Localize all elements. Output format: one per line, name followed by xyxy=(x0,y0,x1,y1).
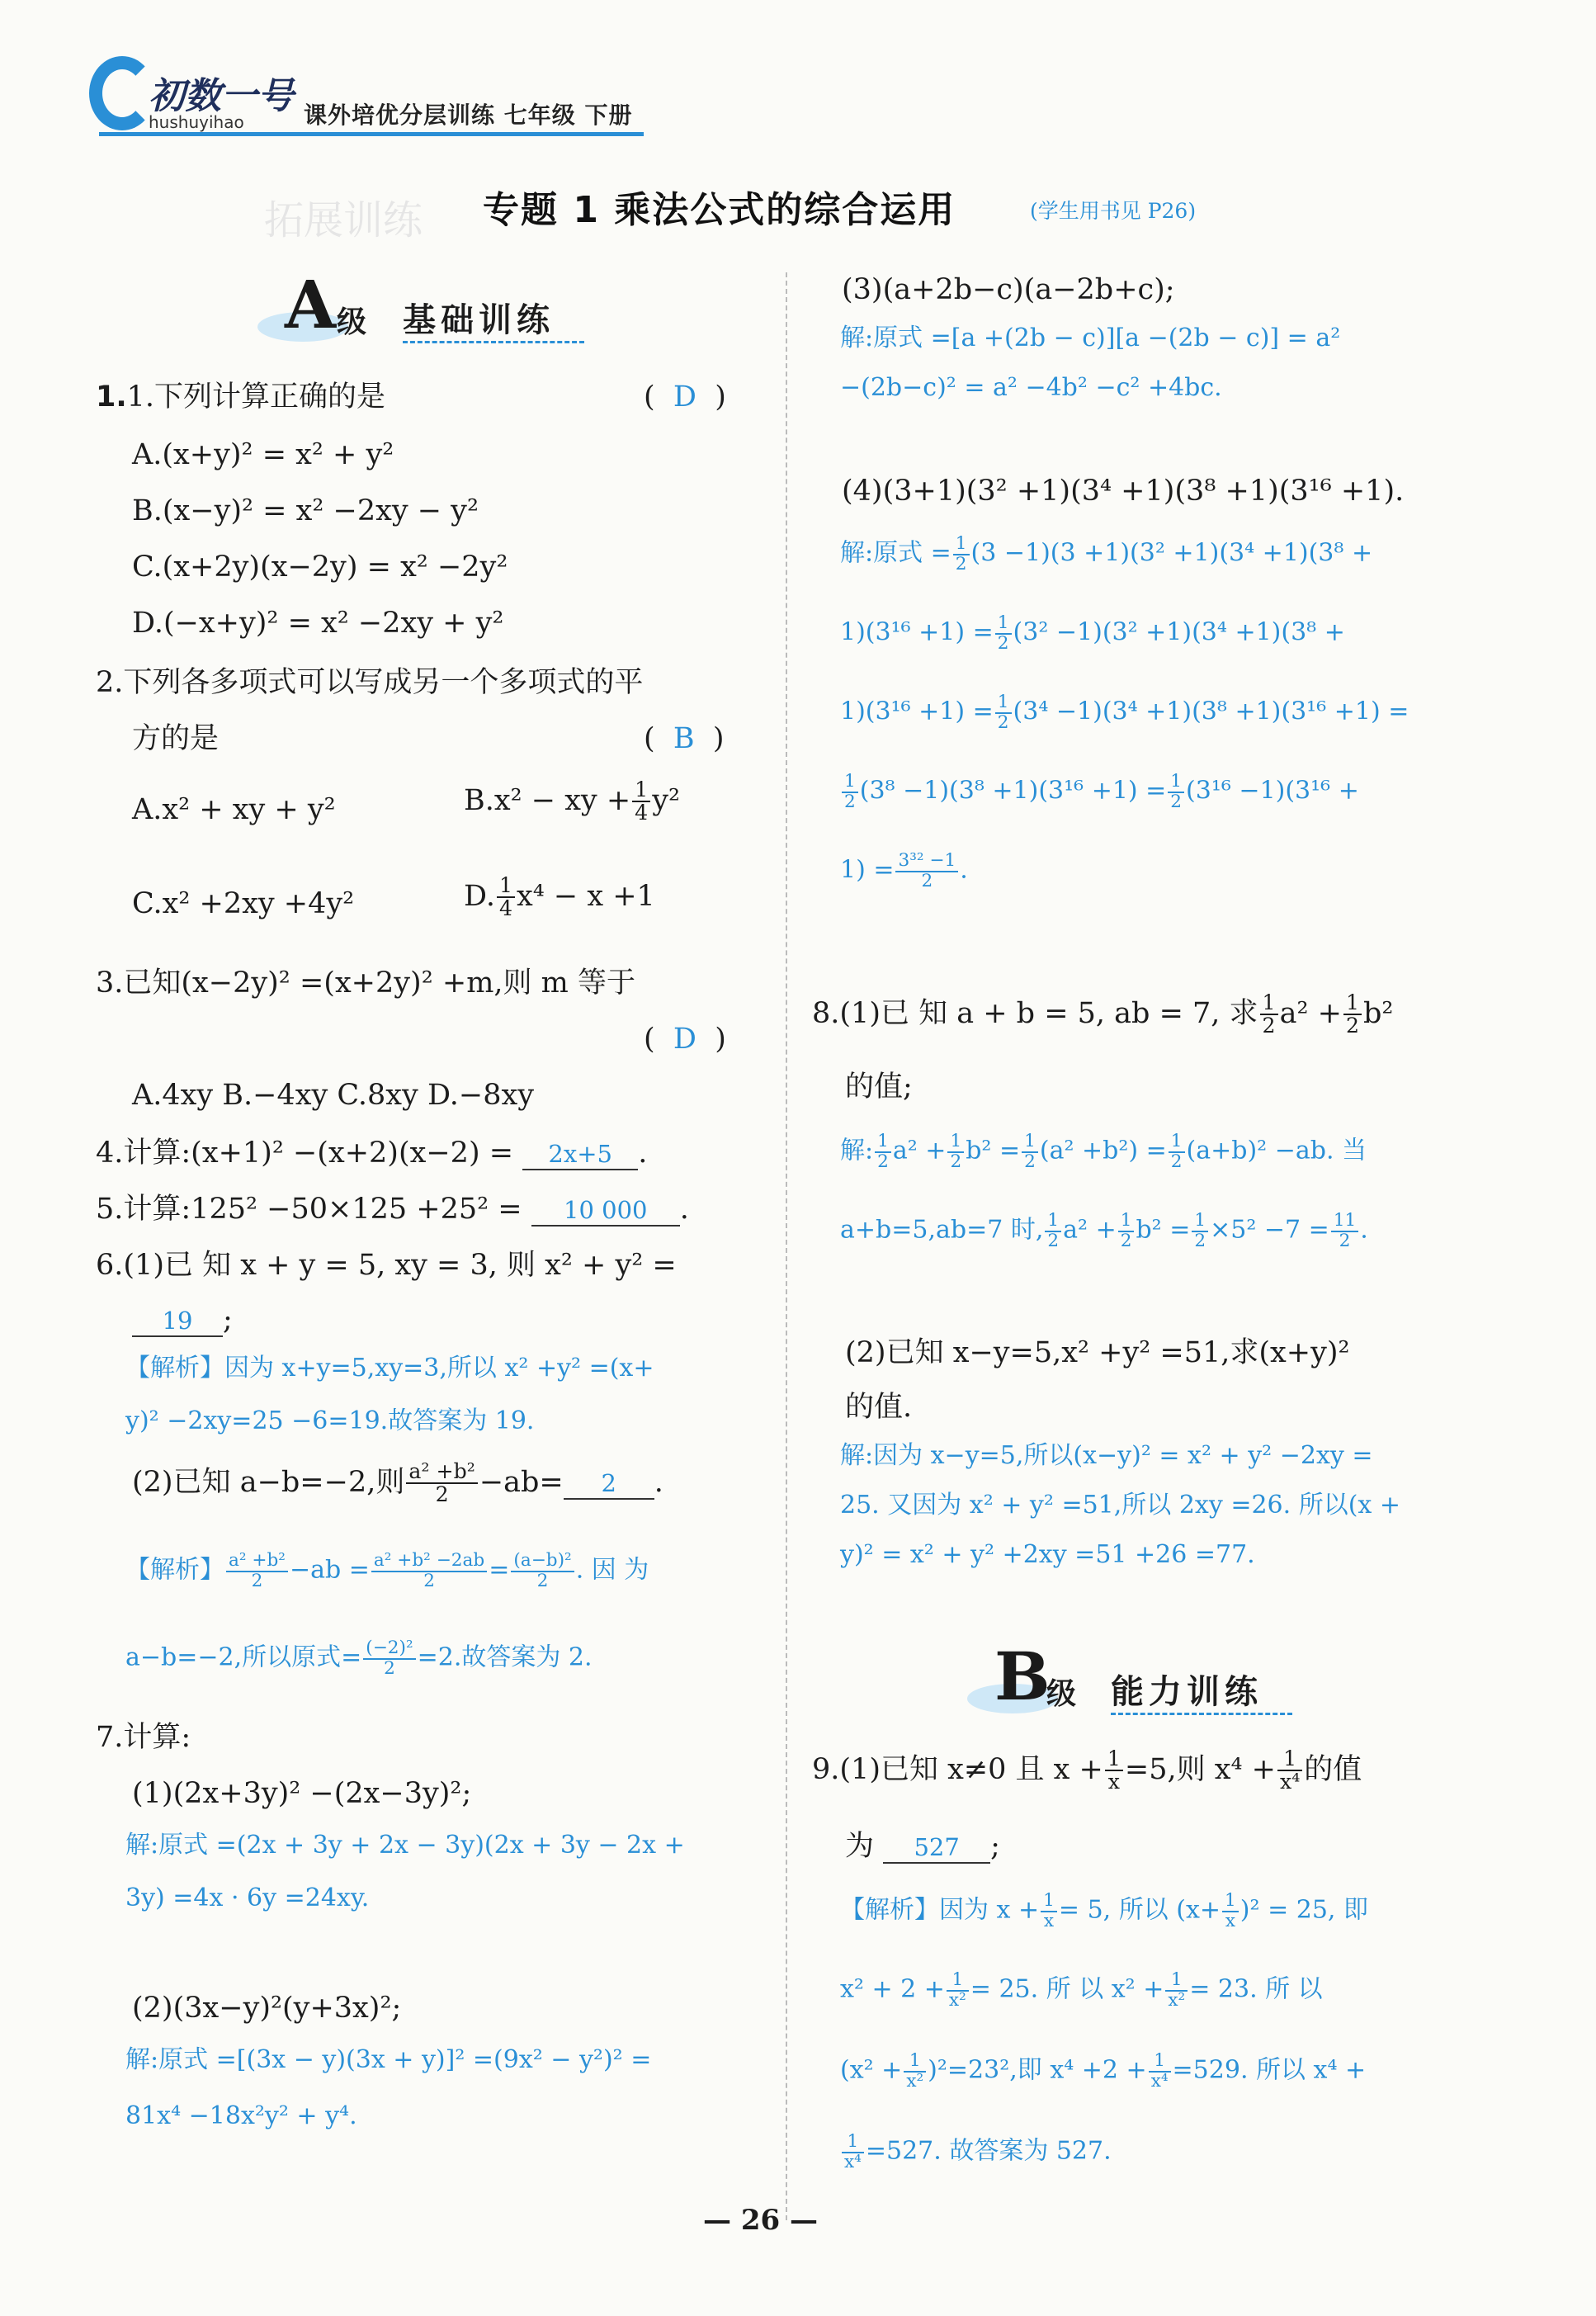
series-title: 课外培优分层训练 七年级 下册 xyxy=(304,102,633,129)
q5-answer: 10 000 xyxy=(531,1196,680,1227)
q6-part1-explanation-2: y)² −2xy=25 −6=19.故答案为 19. xyxy=(125,1406,535,1435)
q7-part3-solution-2: −(2b−c)² = a² −4b² −c² +4bc. xyxy=(840,373,1222,402)
q5-stem: 5.计算:125² −50×125 +25² = 10 000 . xyxy=(96,1193,689,1226)
q2-option-a: A.x² + xy + y² xyxy=(132,793,336,826)
q2-answer: B xyxy=(673,722,695,755)
q4-stem: 4.计算:(x+1)² −(x+2)(x−2) = 2x+5 . xyxy=(96,1137,648,1170)
q9-explanation-1: 【解析】因为 x + $\frac{1}{x}$ = 5, 所以 (x+ $\frac{1}{x}$ )² = 25, 即 xyxy=(840,1890,1368,1931)
q1-option-d: D.(−x+y)² = x² −2xy + y² xyxy=(132,607,504,640)
level-a-ji: 级 xyxy=(337,305,367,339)
q7-part3: (3)(a+2b−c)(a−2b+c); xyxy=(842,273,1175,306)
q6-part1-explanation-1: 【解析】因为 x+y=5,xy=3,所以 x² +y² =(x+ xyxy=(125,1354,654,1383)
q9-part1-answer: 527 xyxy=(883,1833,990,1864)
q7-part1-solution-2: 3y) =4x · 6y =24xy. xyxy=(125,1884,370,1912)
q7-stem: 7.计算: xyxy=(96,1721,191,1754)
page-number: — 26 — xyxy=(703,2204,818,2237)
q2-option-d: D. $\frac{1}{4}$ x⁴ − x +1 xyxy=(464,873,655,921)
q7-part2-solution-2: 81x⁴ −18x²y² + y⁴. xyxy=(125,2101,357,2130)
q1-option-c: C.(x+2y)(x−2y) = x² −2y² xyxy=(132,551,508,584)
q8-part2-solution-1: 解:因为 x−y=5,所以(x−y)² = x² + y² −2xy = xyxy=(840,1441,1373,1470)
q3-answer: D xyxy=(673,1023,696,1056)
q8-part1-solution-1: 解: $\frac{1}{2}$ a² + $\frac{1}{2}$ b² = $\frac{1}{2}$ (a² +b²) = $\frac{1}{2}$ (a+b)² −ab. 当 xyxy=(840,1131,1367,1172)
q7-part1: (1)(2x+3y)² −(2x−3y)²; xyxy=(132,1777,472,1810)
logo-c-icon xyxy=(89,56,155,130)
level-b-letter: B xyxy=(994,1638,1051,1715)
page-title: 专题 1 乘法公式的综合运用 xyxy=(483,189,956,231)
q6-part1-stem: 6.(1)已 知 x + y = 5, xy = 3, 则 x² + y² = xyxy=(96,1249,677,1282)
q9-explanation-2: x² + 2 + $\frac{1}{\text{x²}}$ = 25. 所 以 x² + $\frac{1}{\text{x²}}$ = 23. 所 以 xyxy=(840,1969,1323,2011)
q7-part4-solution-5: 1) = $\frac{\text{3³² −1}}{2}$ . xyxy=(840,850,968,891)
brand-pinyin: hushuyihao xyxy=(149,112,244,132)
q7-part4-solution-4: $\frac{1}{2}$ (3⁸ −1)(3⁸ +1)(3¹⁶ +1) = $\frac{1}{2}$ (3¹⁶ −1)(3¹⁶ + xyxy=(840,773,1359,811)
q9-part1-stem: 9.(1)已知 x≠0 且 x + $\frac{1}{x}$ =5,则 x⁴ + $\frac{1}{\text{x⁴}}$ 的值 xyxy=(812,1746,1362,1794)
q9-part1-stem-2: 为 527 ; xyxy=(845,1830,1000,1863)
q7-part2: (2)(3x−y)²(y+3x)²; xyxy=(132,1992,402,2025)
q1-option-b: B.(x−y)² = x² −2xy − y² xyxy=(132,494,479,527)
q1-answer-bracket: ( D ) xyxy=(644,380,726,414)
q7-part4-solution-3: 1)(3¹⁶ +1) = $\frac{1}{2}$ (3⁴ −1)(3⁴ +1)(3⁸ +1)(3¹⁶ +1) = xyxy=(840,692,1409,733)
level-a-title: 基础训练 xyxy=(403,294,584,343)
q9-explanation-4: $\frac{1}{\text{x⁴}}$ =527. 故答案为 527. xyxy=(840,2133,1112,2172)
q6-part2-explanation-1: 【解析】 $\frac{\text{a² +b²}}{2}$ −ab = $\frac{\text{a² +b² −2ab}}{2}$ = $\frac{\text{(a−b)²}}{2}$ . 因 为 xyxy=(125,1550,649,1591)
column-divider xyxy=(786,272,787,2220)
level-b-ji: 级 xyxy=(1046,1677,1077,1711)
q8-part1-stem-2: 的值; xyxy=(845,1071,913,1104)
header-rule xyxy=(99,132,644,136)
q2-option-c: C.x² +2xy +4y² xyxy=(132,887,355,920)
q8-part2-stem-2: 的值. xyxy=(845,1391,913,1424)
level-b-title: 能力训练 xyxy=(1111,1666,1292,1715)
q8-part2-stem: (2)已知 x−y=5,x² +y² =51,求(x+y)² xyxy=(845,1336,1350,1369)
q1-option-a: A.(x+y)² = x² + y² xyxy=(132,438,394,471)
brand-name: 初数一号 xyxy=(149,75,294,117)
q7-part1-solution-1: 解:原式 =(2x + 3y + 2x − 3y)(2x + 3y − 2x + xyxy=(125,1831,685,1860)
q7-part3-solution-1: 解:原式 =[a +(2b − c)][a −(2b − c)] = a² xyxy=(840,324,1341,352)
q7-part2-solution-1: 解:原式 =[(3x − y)(3x + y)]² =(9x² − y²)² = xyxy=(125,2045,652,2074)
q2-option-b: B.x² − xy + $\frac{1}{4}$ y² xyxy=(464,778,680,825)
q7-part4-solution-2: 1)(3¹⁶ +1) = $\frac{1}{2}$ (3² −1)(3² +1)(3⁴ +1)(3⁸ + xyxy=(840,612,1345,654)
q6-part1-answer: 19 xyxy=(132,1307,223,1337)
q6-part2-answer: 2 xyxy=(564,1469,654,1500)
bleed-through-text: 拓展训练 xyxy=(264,197,423,243)
q8-part2-solution-2: 25. 又因为 x² + y² =51,所以 2xy =26. 所以(x + xyxy=(840,1491,1400,1520)
q6-part2-stem: (2)已知 a−b=−2,则 $\frac{\text{a² +b²}}{2}$ −ab= 2 . xyxy=(132,1459,663,1507)
q2-answer-bracket: ( B ) xyxy=(644,722,725,755)
level-a-letter: A xyxy=(285,266,337,343)
q2-stem-1: 2.下列各多项式可以写成另一个多项式的平 xyxy=(96,666,644,699)
q8-part1-stem: 8.(1)已 知 a + b = 5, ab = 7, 求 $\frac{1}{2}$ a² + $\frac{1}{2}$ b² xyxy=(812,990,1394,1038)
q3-options: A.4xy B.−4xy C.8xy D.−8xy xyxy=(132,1079,534,1112)
q1-answer: D xyxy=(673,380,696,414)
q7-part4: (4)(3+1)(3² +1)(3⁴ +1)(3⁸ +1)(3¹⁶ +1). xyxy=(842,475,1405,508)
q4-answer: 2x+5 xyxy=(522,1140,638,1170)
q1-stem: 1.1.下列计算正确的是 xyxy=(96,380,386,414)
q7-part4-solution-1: 解:原式 = $\frac{1}{2}$ (3 −1)(3 +1)(3² +1)(3⁴ +1)(3⁸ + xyxy=(840,533,1373,574)
q6-part1-answer-line: 19 ; xyxy=(132,1302,233,1337)
title-reference: (学生用书见 P26) xyxy=(1030,199,1197,223)
q8-part1-solution-2: a+b=5,ab=7 时, $\frac{1}{2}$ a² + $\frac{1}{2}$ b² = $\frac{1}{2}$ ×5² −7 = $\frac{11}{2}$ . xyxy=(840,1210,1368,1251)
q2-stem-2: 方的是 xyxy=(132,722,220,755)
q9-explanation-3: (x² + $\frac{1}{\text{x²}}$ )²=23²,即 x⁴ +2 + $\frac{1}{\text{x⁴}}$ =529. 所以 x⁴ + xyxy=(840,2050,1367,2091)
q6-part2-explanation-2: a−b=−2,所以原式= $\frac{\text{(−2)²}}{2}$ =2.故答案为 2. xyxy=(125,1638,593,1679)
q3-answer-bracket: ( D ) xyxy=(644,1023,726,1056)
q8-part2-solution-3: y)² = x² + y² +2xy =51 +26 =77. xyxy=(840,1540,1255,1569)
q3-stem: 3.已知(x−2y)² =(x+2y)² +m,则 m 等于 xyxy=(96,967,635,1000)
